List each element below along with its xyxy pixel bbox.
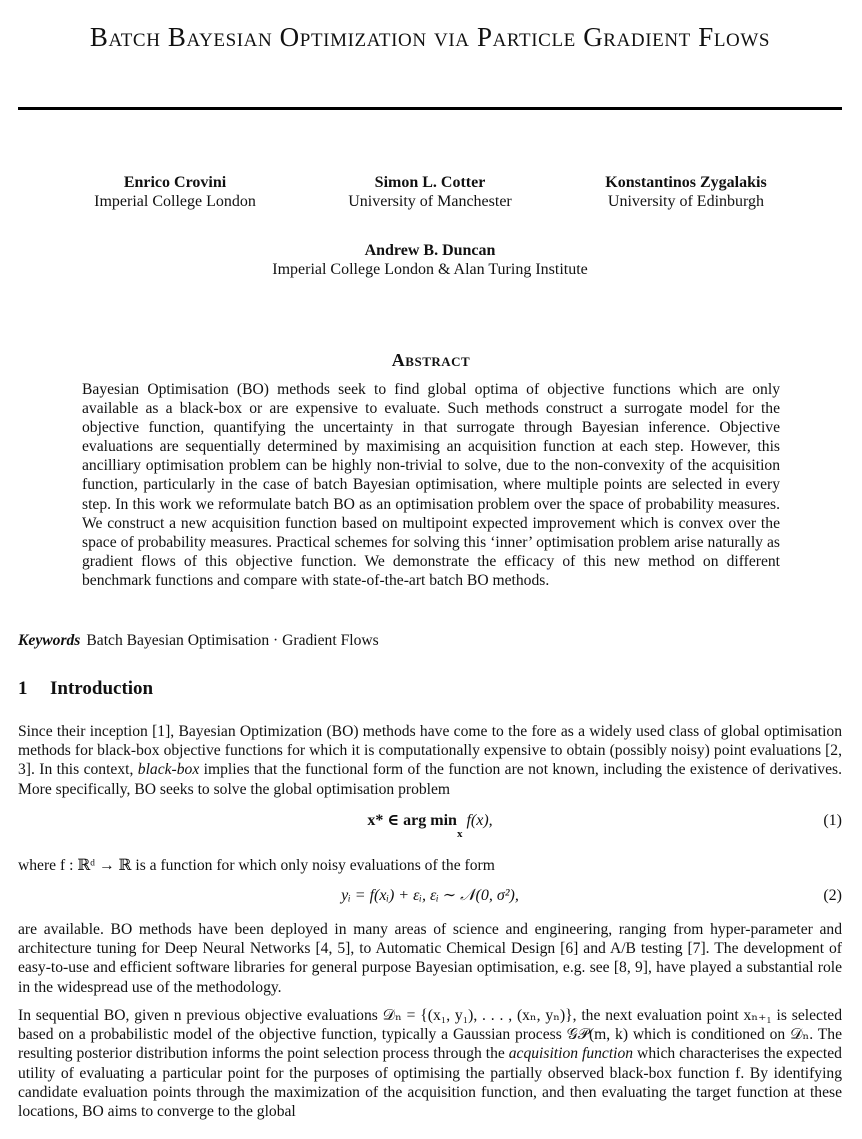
author-block xyxy=(200,241,660,279)
equation-number: (1) xyxy=(823,812,842,829)
author-affiliation: Imperial College London & Alan Turing Institute xyxy=(272,261,588,278)
author-affiliation: University of Edinburgh xyxy=(607,193,765,210)
section-heading xyxy=(18,678,153,700)
keywords-label: Keywords xyxy=(18,632,81,649)
abstract-heading: Abstract xyxy=(391,350,471,370)
intro-paragraph-4 xyxy=(18,1006,842,1121)
intro-paragraph-3: are available. BO methods have been deployed in many areas of science and engineering, ranging from hyper-parameter and architecture tuning for Deep Neural Networks [4, 5], to Automatic Chemical Design [6] and A/B testing [7]. The development of easy-to-use and efficient software libraries for general purpose Bayesian optimisation, e.g. see [8, 9], have played a substantial role in the widespread use of the methodology. xyxy=(18,921,842,996)
author-block xyxy=(575,173,797,211)
paragraph-text: Since their inception [1], Bayesian Optimization (BO) methods have come to the fore as a widely used class of global optimisation methods for black-box objective functions for which it is computationally expensive to obtain (possibly noisy) point evaluations [2, 3]. In this context, xyxy=(18,723,842,779)
author-affiliation: University of Manchester xyxy=(348,193,512,210)
author-name: Enrico Crovini xyxy=(123,174,227,191)
equation-number: (2) xyxy=(823,887,842,904)
abstract-text: Bayesian Optimisation (BO) methods seek to find global optima of objective functions which are only available as a black-box or are expensive to evaluate. Such methods construct a surrogate model for the objective function, quantifying the uncertainty in that surrogate through Bayesian inference. Objective evaluations are sequentially determined by maximising an acquisition function at each step. However, this ancilliary optimisation problem can be highly non-trivial to solve, due to the non-convexity of the acquisition function, particularly in the case of batch Bayesian optimisation, where multiple points are selected in every step. In this work we reformulate batch BO as an optimisation problem over the space of probability measures. We construct a new acquisition function based on multipoint expected improvement which is convex over the space of probability measures. Practical schemes for solving this ‘inner’ optimisation problem arise naturally as gradient flows of this objective function. We demonstrate the efficacy of this new method on different benchmark functions and compare with state-of-the-art batch BO methods. xyxy=(82,381,780,589)
paragraph-text: implies that the functional form of the function are not known, including the existence of derivatives. More specifically, BO seeks to solve the global optimisation problem xyxy=(18,761,842,798)
equation-body: yᵢ = f(xᵢ) + εᵢ, εᵢ ∼ 𝒩(0, σ²), xyxy=(341,887,519,904)
intro-paragraph-1 xyxy=(18,722,842,799)
paper-title: Batch Bayesian Optimization via Particle Gradient Flows xyxy=(89,22,771,52)
argmin-subscript: x xyxy=(456,828,463,840)
equation-2 xyxy=(18,886,842,908)
title-rule xyxy=(18,107,842,110)
keywords-text: Batch Bayesian Optimisation · Gradient Flows xyxy=(86,632,379,649)
author-block xyxy=(320,173,540,211)
author-block xyxy=(75,173,275,211)
keywords-line xyxy=(18,631,379,650)
equation-1 xyxy=(18,811,842,845)
equation-lhs: x* ∈ arg min xyxy=(367,812,457,829)
emphasis-text: acquisition function xyxy=(508,1045,634,1063)
section-number: 1 xyxy=(18,678,28,699)
equation-body xyxy=(18,811,842,839)
paragraph-text: which characterises the expected utility of evaluating a particular point for the purposes of optimising the partially observed black-box function f. By identifying candidate evaluation points through the maximization of the acquisition function, and then evaluating the target function at these locations, BO aims to converge to the global xyxy=(18,1045,842,1121)
section-title: Introduction xyxy=(50,678,154,699)
paragraph-text: In sequential BO, given n previous objective evaluations 𝒟ₙ = {(x₁, y₁), . . . , (xₙ, yₙ)}, the next evaluation point xₙ₊₁ is selected based on a probabilistic model of the objective function, typically a Gaussian process 𝒢𝒫(m, k) which is conditioned on 𝒟ₙ. The resulting posterior distribution informs the point selection process through the xyxy=(18,1007,842,1063)
author-name: Simon L. Cotter xyxy=(374,174,486,191)
author-name: Andrew B. Duncan xyxy=(364,242,496,259)
emphasis-text: black-box xyxy=(137,761,200,779)
author-affiliation: Imperial College London xyxy=(94,193,256,210)
intro-paragraph-2: where f : ℝᵈ → ℝ is a function for which only noisy evaluations of the form xyxy=(18,857,495,874)
author-name: Konstantinos Zygalakis xyxy=(605,174,767,191)
equation-rhs: f(x), xyxy=(466,812,493,829)
